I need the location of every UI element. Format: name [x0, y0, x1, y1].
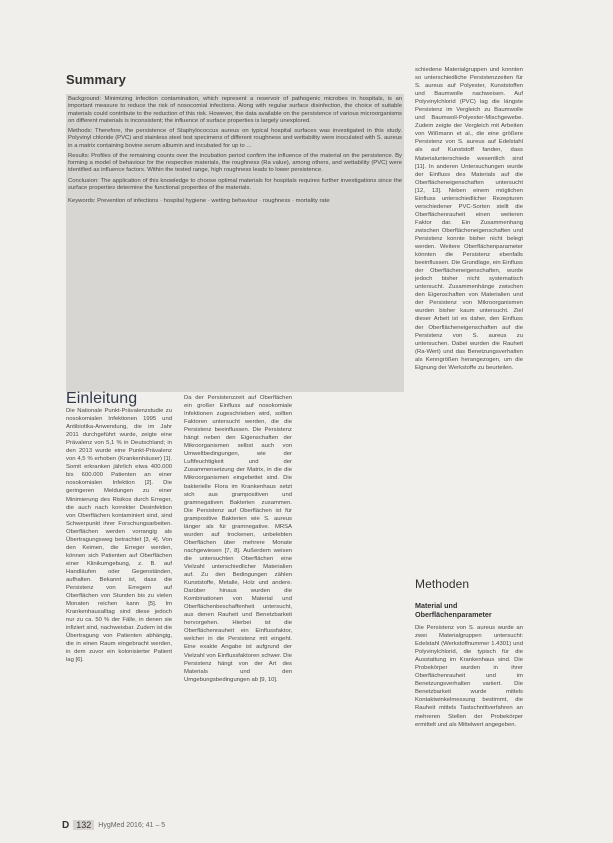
einleitung-column-1: [66, 407, 172, 807]
einleitung-column-2: [184, 394, 292, 834]
summary-background: Background: Minimizing infection contamination, which represent a reservoir of pathogenic microbes in hospitals, is an important measure to reduce the risk of nosocomial infections. Along with regular surface disinfection, the choice of suitable materials could contribute to the reduction of this risk. However, the data available on the persistence of various microorganisms on different materials is inconsistent; the influence of surface properties is largely unexplored.: [68, 96, 402, 124]
footer-letter: D: [62, 819, 70, 831]
einleitung-col1-text: Die Nationale Punkt-Prävalenzstudie zu nosokomialen Infektionen 1995 und Antibiotika-Anwendung, die im Jahr 2011 durchgeführt wurde, zeigte eine Prävalenz von 5,1 % in Deutschland; in den 2013 wurde eine Punkt-Prävalenz von 4,5 % erhoben (Krankenhäuser) [1]. Somit erkranken jährlich etwa 400.000 bis 600.000 Patienten an einer nosokomialen Infektion [2]. Die geringeren Meldungen zu einer Minimierung des Risikos durch Erreger, die auch nach korrekter Desinfektion von Oberflächen kontaminiert sind, sind Schwerpunkt ihrer Forschungsarbeiten. Oberflächen werden vorrangig als Übertragungsweg betrachtet [3, 4]. Von den Keimen, die Erreger werden, können sich Patienten auf Oberflächen einer Klinikumgebung, z. B. auf Handläufen oder Gegenständen, aufhalten. Bekannt ist, dass die Persistenz von Erregern auf Oberflächen von Stunden bis zu vielen Monaten reichen kann [5]. Im Krankenhausalltag sind diese jedoch nur zu ca. 50 % der Fälle, in denen sie infiziert sind, nachweisbar. Zudem ist die Übertragung von Patienten abhängig, die in einen Raum eingebracht werden, in dem zuvor ein kolonisierter Patient lag [6].: [66, 408, 172, 664]
summary-heading: Summary: [66, 72, 126, 87]
summary-text: [68, 96, 402, 208]
methoden-text: Die Persistenz von S. aureus wurde an zwei Materialgruppen untersucht: Edelstahl (Werkstoffnummer 1.4301) und Polyvinylchlorid, die typisch für die Ausstattung im Krankenhaus sind. Die Probekörper wurden in ihrer Oberflächenrauheit und im Benetzungsverhalten variiert. Die Benetzbarkeit wurde mittels Kontaktwinkelmessung bestimmt, die Rauheit mittels Tastschnittverfahren an mehreren Stellen der Probekörper ermittelt und als Mittelwert angegeben.: [415, 625, 523, 728]
methoden-column: [415, 624, 523, 834]
footer-page-number: 132: [73, 820, 94, 830]
summary-keywords: Keywords: Prevention of infections · hospital hygiene · wetting behaviour · roughness · mortality rate: [68, 198, 330, 204]
methoden-subheading: Material und Oberflächenparameter: [415, 601, 492, 619]
summary-conclusion: Conclusion: The application of this knowledge to choose optimal materials for hospitals requires further investigations since the surface properties determine the functional properties of the materials.: [68, 177, 402, 191]
einleitung-column-3: [415, 66, 523, 581]
footer-journal: HygMed 2016; 41 – 5: [98, 821, 166, 829]
summary-methods: Methods: Therefore, the persistence of Staphylococcus aureus on typical hospital surfaces was investigated in this study. Polyvinyl chloride (PVC) and stainless steel test specimens of different roughness and wettability were inoculated with S. aureus in a matrix containing bovine serum albumin and incubated for up to ...: [68, 128, 402, 149]
einleitung-col2-text: Da der Persistenzzeit auf Oberflächen ein großer Einfluss auf nosokomiale Infektionen zugeschrieben wird, sollten Faktoren untersucht werden, die die Persistenz beeinflussen. Die Persistenz hängt neben den Eigenschaften der Mikroorganismen selbst auch von Umweltbedingungen, wie der Luftfeuchtigkeit und der Zusammensetzung der Matrix, in die die Mikroorganismen eingebettet sind. Die bakterielle Flora im Krankenhaus setzt sich aus grampositiven und gramnegativen Bakterien zusammen. Die Persistenz auf Oberflächen ist für grampositive Bakterien wie S. aureus länger als für gramnegative. MRSA wurden auf trockenen, unbelebten Oberflächen über mehrere Monate nachgewiesen [7, 8]. Außerdem weisen die untersuchten Oberflächen eine Vielzahl unterschiedlicher Materialien auf. Zu den Bedingungen zählen Kunststoffe, Metalle, Holz und andere. Darüber hinaus wurden die Kombinationen von Material und Oberflächenbeschaffenheit untersucht, aus denen Rauheit und Benetzbarkeit hervorgehen. Hierbei ist die Oberflächenrauheit ein Einflussfaktor, welcher in die Persistenz mit eingeht. Eine exakte Angabe ist aufgrund der Vielzahl von Einflussfaktoren schwer. Die Persistenz hängt von der Art des Materials und den Umgebungsbedingungen ab [9, 10].: [184, 395, 292, 683]
einleitung-heading: Einleitung: [66, 390, 138, 407]
einleitung-col3-text: schiedene Materialgruppen und konnten so unterschiedliche Persistenzzeiten für S. aureus auf Polyester, Kunststoffen und Baumwolle nachweisen. Auf Polyvinylchlorid (PVC) lag die längste Persistenz im Vergleich zu Baumwolle und Baumwoll-Polyester-Mischgewebe. Zudem zeigte der Vergleich mit Arbeiten von Wißmann et al., die eine größere Persistenz von S. aureus auf Edelstahl als auf Kunststoff fanden, dass Materialunterschiede wesentlich sind [11]. In anderen Untersuchungen wurde der Einfluss des Materials auf die Oberflächeneigenschaften untersucht [12, 13]. Neben einem möglichen Einfluss unterschiedlicher Rezepturen verschiedener PVC-Sorten stellt die Oberflächenrauheit einen weiteren Faktor dar. Ein Zusammenhang zwischen Oberflächeneigenschaften und Persistenz konnte bisher nicht belegt werden. Weitere Oberflächenparameter könnten die Persistenz ebenfalls beeinflussen. Die Grundlage, ein Einfluss der Oberflächeneigenschaften, wurde jedoch bisher nicht systematisch untersucht. Zusammenhänge zwischen den Eigenschaften von Materialien und der Persistenz von Mikroorganismen wurden bisher kaum untersucht. Ziel dieser Arbeit ist es daher, den Einfluss der Oberflächeneigenschaften auf die Persistenz von S. aureus zu untersuchen. Dabei wurden die Rauheit (Ra-Wert) und das Benetzungsverhalten als Kenngrößen herangezogen, um die Eignung der Werkstoffe zu beurteilen.: [415, 67, 523, 371]
page-footer: [62, 818, 165, 832]
methoden-heading: Methoden: [415, 577, 470, 591]
summary-results: Results: Profiles of the remaining counts over the incubation period confirm the influence of the material on the persistence. By forming a model of behaviour for the respective materials, the roughness (Ra value), among others, and wettability (PVC) were identified as influence factors. Within the tested range, high roughness leads to lower persistence.: [68, 152, 402, 174]
